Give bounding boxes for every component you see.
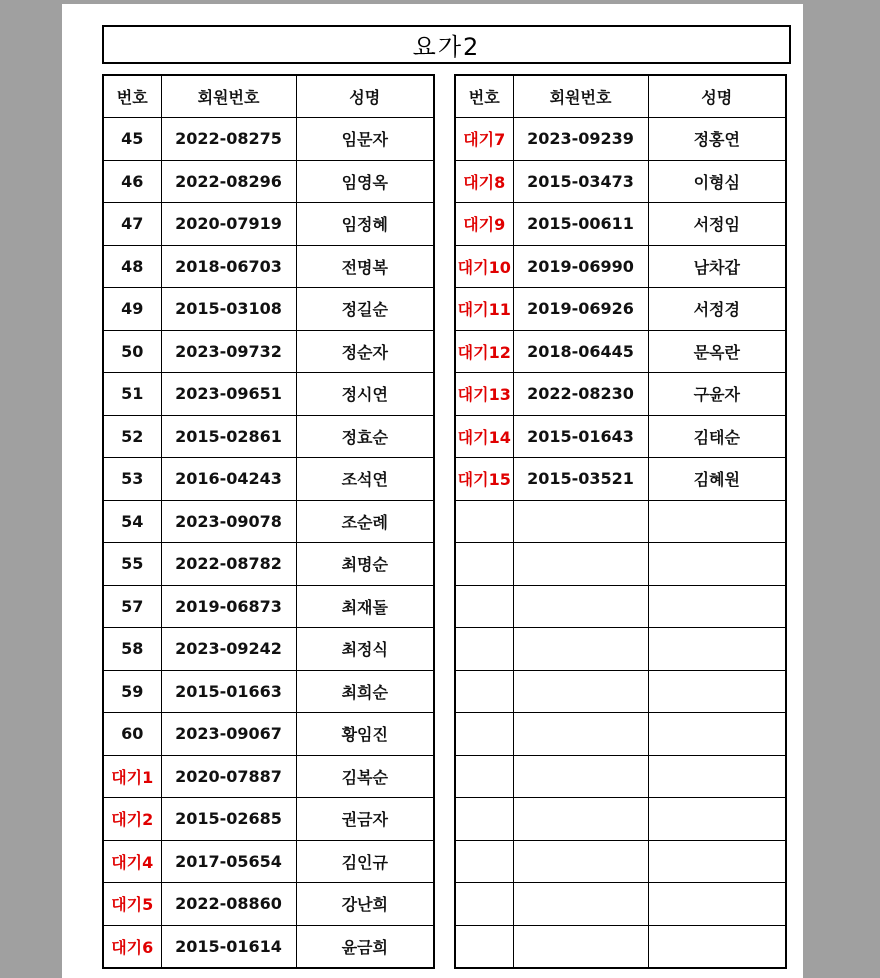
cell-name: 윤금희 bbox=[296, 925, 434, 968]
cell-number: 대기15 bbox=[455, 458, 513, 501]
cell-number bbox=[455, 670, 513, 713]
cell-name: 남차갑 bbox=[648, 245, 786, 288]
cell-number: 48 bbox=[103, 245, 161, 288]
table-row bbox=[103, 373, 434, 416]
cell-number: 대기14 bbox=[455, 415, 513, 458]
cell-number bbox=[455, 628, 513, 671]
table-row bbox=[455, 288, 786, 331]
table-row bbox=[455, 713, 786, 756]
cell-name: 구윤자 bbox=[648, 373, 786, 416]
cell-member-id bbox=[513, 883, 648, 926]
cell-member-id: 2015-03108 bbox=[161, 288, 296, 331]
cell-number bbox=[455, 883, 513, 926]
header-name: 성명 bbox=[648, 75, 786, 118]
cell-member-id: 2017-05654 bbox=[161, 840, 296, 883]
cell-number bbox=[455, 585, 513, 628]
cell-name: 황임진 bbox=[296, 713, 434, 756]
table-row bbox=[103, 160, 434, 203]
cell-member-id: 2016-04243 bbox=[161, 458, 296, 501]
cell-name: 임영옥 bbox=[296, 160, 434, 203]
cell-number bbox=[455, 798, 513, 841]
table-row bbox=[103, 883, 434, 926]
cell-number bbox=[455, 755, 513, 798]
cell-name: 최재돌 bbox=[296, 585, 434, 628]
document-page bbox=[62, 4, 803, 978]
table-row bbox=[103, 500, 434, 543]
cell-name: 정순자 bbox=[296, 330, 434, 373]
cell-member-id: 2015-00611 bbox=[513, 203, 648, 246]
cell-name: 정효순 bbox=[296, 415, 434, 458]
table-row bbox=[103, 628, 434, 671]
cell-number: 대기4 bbox=[103, 840, 161, 883]
cell-member-id bbox=[513, 500, 648, 543]
cell-member-id: 2023-09732 bbox=[161, 330, 296, 373]
header-number: 번호 bbox=[455, 75, 513, 118]
cell-number: 대기12 bbox=[455, 330, 513, 373]
table-row bbox=[103, 798, 434, 841]
cell-name: 최희순 bbox=[296, 670, 434, 713]
cell-name: 김인규 bbox=[296, 840, 434, 883]
cell-name: 최명순 bbox=[296, 543, 434, 586]
cell-number: 58 bbox=[103, 628, 161, 671]
cell-number: 대기13 bbox=[455, 373, 513, 416]
table-row bbox=[103, 288, 434, 331]
cell-number: 대기5 bbox=[103, 883, 161, 926]
cell-member-id: 2020-07919 bbox=[161, 203, 296, 246]
table-row bbox=[103, 840, 434, 883]
cell-name: 김혜원 bbox=[648, 458, 786, 501]
page-title: 요가2 bbox=[102, 25, 791, 64]
cell-member-id: 2019-06873 bbox=[161, 585, 296, 628]
cell-member-id: 2020-07887 bbox=[161, 755, 296, 798]
roster-table-left bbox=[102, 74, 435, 969]
cell-member-id bbox=[513, 798, 648, 841]
cell-name bbox=[648, 585, 786, 628]
cell-member-id: 2015-02685 bbox=[161, 798, 296, 841]
table-row bbox=[455, 330, 786, 373]
cell-number: 대기10 bbox=[455, 245, 513, 288]
cell-member-id: 2019-06926 bbox=[513, 288, 648, 331]
cell-name: 서정경 bbox=[648, 288, 786, 331]
cell-name: 김복순 bbox=[296, 755, 434, 798]
cell-member-id bbox=[513, 585, 648, 628]
cell-number bbox=[455, 925, 513, 968]
cell-member-id: 2018-06703 bbox=[161, 245, 296, 288]
cell-member-id: 2023-09651 bbox=[161, 373, 296, 416]
cell-number: 50 bbox=[103, 330, 161, 373]
cell-name: 임문자 bbox=[296, 118, 434, 161]
table-row bbox=[455, 373, 786, 416]
cell-member-id: 2022-08782 bbox=[161, 543, 296, 586]
table-row bbox=[103, 458, 434, 501]
cell-number: 대기1 bbox=[103, 755, 161, 798]
table-row bbox=[103, 925, 434, 968]
cell-number bbox=[455, 713, 513, 756]
table-row bbox=[103, 713, 434, 756]
cell-member-id bbox=[513, 670, 648, 713]
cell-number bbox=[455, 543, 513, 586]
header-number: 번호 bbox=[103, 75, 161, 118]
cell-name bbox=[648, 628, 786, 671]
table-row bbox=[455, 755, 786, 798]
cell-name: 전명복 bbox=[296, 245, 434, 288]
table-row bbox=[455, 203, 786, 246]
cell-name: 강난희 bbox=[296, 883, 434, 926]
table-row bbox=[455, 458, 786, 501]
table-row bbox=[455, 840, 786, 883]
table-row bbox=[103, 330, 434, 373]
cell-member-id bbox=[513, 628, 648, 671]
cell-name bbox=[648, 925, 786, 968]
cell-member-id: 2023-09078 bbox=[161, 500, 296, 543]
cell-name: 서정임 bbox=[648, 203, 786, 246]
cell-name: 권금자 bbox=[296, 798, 434, 841]
cell-name: 정홍연 bbox=[648, 118, 786, 161]
header-member-id: 회원번호 bbox=[513, 75, 648, 118]
table-row bbox=[455, 585, 786, 628]
cell-number: 대기7 bbox=[455, 118, 513, 161]
cell-name: 임정혜 bbox=[296, 203, 434, 246]
cell-number: 53 bbox=[103, 458, 161, 501]
table-row bbox=[103, 415, 434, 458]
roster-table-right bbox=[454, 74, 787, 969]
table-row bbox=[103, 203, 434, 246]
cell-member-id: 2015-01663 bbox=[161, 670, 296, 713]
cell-member-id: 2022-08230 bbox=[513, 373, 648, 416]
cell-member-id: 2023-09239 bbox=[513, 118, 648, 161]
table-row bbox=[455, 925, 786, 968]
table-header-row bbox=[455, 75, 786, 118]
table-row bbox=[455, 543, 786, 586]
cell-member-id: 2023-09242 bbox=[161, 628, 296, 671]
cell-name: 정시연 bbox=[296, 373, 434, 416]
table-row bbox=[455, 883, 786, 926]
cell-name bbox=[648, 713, 786, 756]
cell-name bbox=[648, 840, 786, 883]
cell-number: 대기9 bbox=[455, 203, 513, 246]
table-row bbox=[455, 628, 786, 671]
cell-name: 조순례 bbox=[296, 500, 434, 543]
cell-number: 57 bbox=[103, 585, 161, 628]
cell-number: 59 bbox=[103, 670, 161, 713]
cell-member-id: 2015-03521 bbox=[513, 458, 648, 501]
cell-member-id bbox=[513, 543, 648, 586]
table-row bbox=[455, 798, 786, 841]
cell-number: 49 bbox=[103, 288, 161, 331]
cell-number: 54 bbox=[103, 500, 161, 543]
table-row bbox=[455, 500, 786, 543]
table-row bbox=[103, 543, 434, 586]
table-row bbox=[103, 245, 434, 288]
header-name: 성명 bbox=[296, 75, 434, 118]
table-row bbox=[455, 160, 786, 203]
cell-member-id bbox=[513, 713, 648, 756]
cell-name bbox=[648, 670, 786, 713]
table-row bbox=[455, 245, 786, 288]
cell-number: 51 bbox=[103, 373, 161, 416]
cell-member-id: 2015-01614 bbox=[161, 925, 296, 968]
cell-number: 60 bbox=[103, 713, 161, 756]
table-row bbox=[455, 118, 786, 161]
cell-number bbox=[455, 500, 513, 543]
cell-name bbox=[648, 798, 786, 841]
cell-member-id: 2022-08275 bbox=[161, 118, 296, 161]
cell-number: 52 bbox=[103, 415, 161, 458]
cell-number: 47 bbox=[103, 203, 161, 246]
cell-number: 55 bbox=[103, 543, 161, 586]
table-row bbox=[103, 670, 434, 713]
table-row bbox=[103, 755, 434, 798]
cell-name: 이형심 bbox=[648, 160, 786, 203]
table-row bbox=[103, 118, 434, 161]
header-member-id: 회원번호 bbox=[161, 75, 296, 118]
table-row bbox=[455, 670, 786, 713]
table-header-row bbox=[103, 75, 434, 118]
cell-name bbox=[648, 883, 786, 926]
cell-number: 대기2 bbox=[103, 798, 161, 841]
cell-number: 대기8 bbox=[455, 160, 513, 203]
cell-name: 최정식 bbox=[296, 628, 434, 671]
cell-number: 45 bbox=[103, 118, 161, 161]
cell-member-id: 2015-02861 bbox=[161, 415, 296, 458]
cell-member-id bbox=[513, 925, 648, 968]
cell-name: 김태순 bbox=[648, 415, 786, 458]
cell-member-id: 2015-01643 bbox=[513, 415, 648, 458]
cell-name: 정길순 bbox=[296, 288, 434, 331]
cell-number: 대기6 bbox=[103, 925, 161, 968]
cell-number: 대기11 bbox=[455, 288, 513, 331]
cell-number: 46 bbox=[103, 160, 161, 203]
cell-member-id: 2023-09067 bbox=[161, 713, 296, 756]
table-row bbox=[455, 415, 786, 458]
cell-member-id: 2022-08860 bbox=[161, 883, 296, 926]
cell-member-id: 2015-03473 bbox=[513, 160, 648, 203]
cell-number bbox=[455, 840, 513, 883]
cell-member-id: 2022-08296 bbox=[161, 160, 296, 203]
cell-member-id bbox=[513, 755, 648, 798]
cell-name: 문옥란 bbox=[648, 330, 786, 373]
cell-name bbox=[648, 543, 786, 586]
table-row bbox=[103, 585, 434, 628]
cell-member-id: 2018-06445 bbox=[513, 330, 648, 373]
cell-name bbox=[648, 755, 786, 798]
cell-member-id: 2019-06990 bbox=[513, 245, 648, 288]
cell-name bbox=[648, 500, 786, 543]
cell-name: 조석연 bbox=[296, 458, 434, 501]
cell-member-id bbox=[513, 840, 648, 883]
